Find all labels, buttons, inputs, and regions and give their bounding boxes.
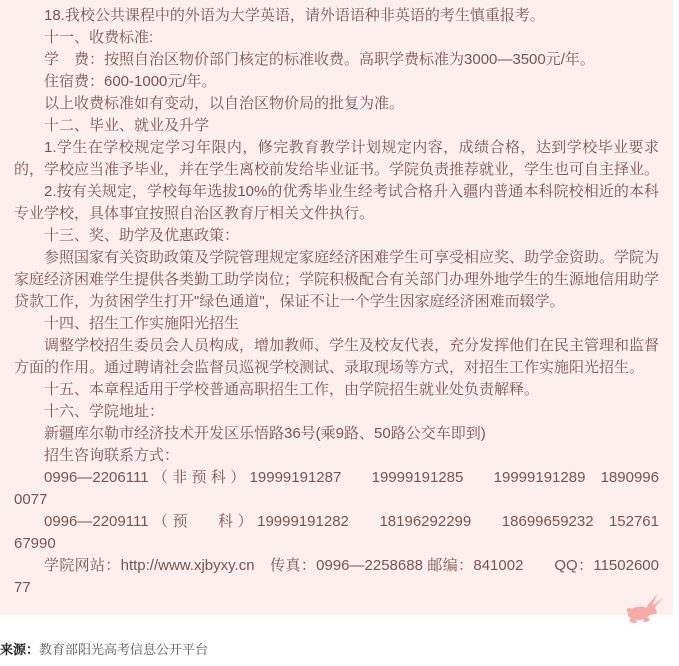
article-paragraph: 1.学生在学校规定学习年限内，修完教育教学计划规定内容，成绩合格，达到学校毕业要求的，学校应当准予毕业，并在学生离校前发给毕业证书。学院负责推荐就业，学生也可自主择业。 <box>14 139 660 178</box>
article-paragraph: 住宿费：600-1000元/年。 <box>44 73 217 90</box>
article-paragraph: 以上收费标准如有变动，以自治区物价局的批复为准。 <box>44 95 405 112</box>
source-line <box>0 642 208 658</box>
article-paragraph: 新疆库尔勒市经济技术开发区乐悟路36号(乘9路、50路公交车即到) <box>44 425 486 442</box>
article-paragraph: 十二、毕业、就业及升学 <box>44 117 210 134</box>
article-paragraph: 十一、收费标准: <box>44 29 154 46</box>
article-paragraph: 十四、招生工作实施阳光招生 <box>44 315 240 332</box>
article-paragraph: 招生咨询联系方式： <box>44 447 180 464</box>
article-paragraph: 0996—2209111 （ 预 科 ） 19999191282 18196292299 18699659232 15276167990 <box>14 513 659 552</box>
article-paragraph: 调整学校招生委员会人员构成，增加教师、学生及校友代表，充分发挥他们在民主管理和监督方面的作用。通过聘请社会监督员巡视学校测试、录取现场等方式，对招生工作实施阳光招生。 <box>14 337 660 376</box>
article-paragraph: 2.按有关规定，学校每年选拔10%的优秀毕业生经考试合格升入疆内普通本科院校相近的本科专业学校，具体事宜按照自治区教育厅相关文件执行。 <box>14 183 659 222</box>
source-label: 来源： <box>0 642 40 657</box>
article-paragraph: 学院网站：http://www.xjbyxy.cn 传真：0996—2258688 邮编：841002 QQ：1150260077 <box>14 557 659 596</box>
article-paragraph: 十五、本章程适用于学校普通高职招生工作，由学院招生就业处负责解释。 <box>44 381 540 398</box>
article-paragraph: 十三、奖、助学及优惠政策： <box>44 227 240 244</box>
rabbit-icon <box>626 593 664 627</box>
article-paragraph: 参照国家有关资助政策及学院管理规定家庭经济困难学生可享受相应奖、助学金资助。学院为家庭经济困难学生提供各类勤工助学岗位；学院积极配合有关部门办理外地学生的生源地信用助学贷款工作，为贫困学生打开"绿色通道"，保证不让一个学生因家庭经济困难而辍学。 <box>14 249 660 310</box>
article-paragraph: 十六、学院地址： <box>44 403 165 420</box>
article-paragraph: 18.我校公共课程中的外语为大学英语，请外语语种非英语的考生慎重报考。 <box>44 7 545 24</box>
article-paragraph: 学 费：按照自治区物价部门核定的标准收费。高职学费标准为3000—3500元/年。 <box>44 51 595 68</box>
article-paragraph: 0996—2206111 （ 非 预 科 ） 19999191287 19999191285 19999191289 18909960077 <box>14 469 659 508</box>
source-text: 教育部阳光高考信息公开平台 <box>39 642 209 657</box>
